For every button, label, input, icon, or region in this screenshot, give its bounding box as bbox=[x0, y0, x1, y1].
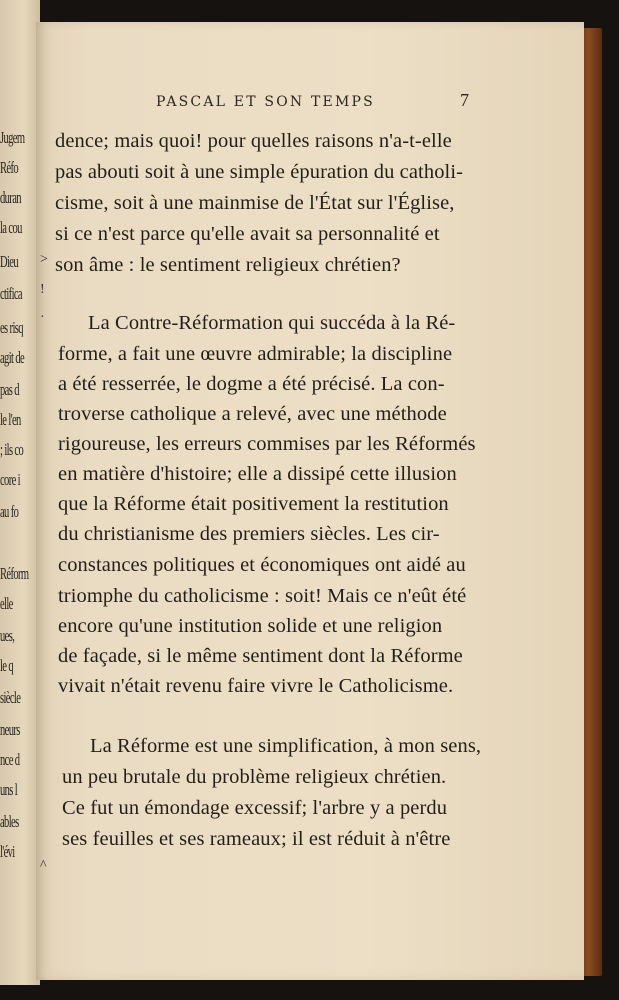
text-line: encore qu'une institution solide et une religion bbox=[58, 615, 443, 637]
text-line: un peu brutale du problème religieux chrétien. bbox=[62, 766, 447, 788]
text-line: troverse catholique a relevé, avec une méthode bbox=[58, 403, 447, 425]
facing-page-line: core i bbox=[0, 470, 20, 489]
text-line: si ce n'est parce qu'elle avait sa personnalité et bbox=[55, 223, 440, 245]
text-line: de façade, si le même sentiment dont la Réforme bbox=[58, 645, 463, 667]
running-head: PASCAL ET SON TEMPS bbox=[156, 94, 375, 110]
gutter-mark: > bbox=[40, 252, 48, 267]
text-line: pas abouti soit à une simple épuration du catholi- bbox=[55, 161, 464, 183]
facing-page-line: la cou bbox=[0, 218, 22, 237]
facing-page-line: pas d bbox=[0, 380, 19, 399]
facing-page-line: es risq bbox=[0, 318, 23, 337]
facing-page-line: neurs bbox=[0, 720, 20, 739]
text-line: son âme : le sentiment religieux chrétien? bbox=[55, 254, 401, 276]
facing-page-line: Réfo bbox=[0, 158, 19, 177]
book-page bbox=[36, 22, 584, 980]
facing-page-line: Réform bbox=[0, 564, 29, 583]
page-number: 7 bbox=[460, 90, 469, 110]
gutter-mark: ^ bbox=[40, 858, 47, 873]
text-line: La Contre-Réformation qui succéda à la Ré- bbox=[88, 312, 456, 334]
text-line: en matière d'histoire; elle a dissipé cette illusion bbox=[58, 463, 457, 485]
facing-page-line: duran bbox=[0, 188, 21, 207]
facing-page-line: nce d bbox=[0, 750, 20, 769]
facing-page-line: au fo bbox=[0, 502, 19, 521]
facing-page-line: agit de bbox=[0, 348, 25, 367]
facing-page-line: le q bbox=[0, 656, 14, 675]
text-line: vivait n'était revenu faire vivre le Catholicisme. bbox=[58, 675, 454, 697]
facing-page-line: elle bbox=[0, 594, 13, 613]
facing-page-line: l'évi bbox=[0, 842, 15, 861]
facing-page-line: Dieu bbox=[0, 252, 19, 271]
facing-page-line: ues, bbox=[0, 626, 15, 645]
text-line: La Réforme est une simplification, à mon sens, bbox=[90, 735, 482, 757]
text-line: ses feuilles et ses rameaux; il est réduit à n'être bbox=[62, 828, 451, 850]
text-line: du christianisme des premiers siècles. Les cir- bbox=[58, 523, 440, 545]
facing-page-line: uns l bbox=[0, 780, 18, 799]
facing-page-line: ; ils co bbox=[0, 440, 24, 459]
gutter-mark: · bbox=[40, 310, 45, 325]
gutter-mark: ! bbox=[40, 282, 45, 297]
text-line: Ce fut un émondage excessif; l'arbre y a perdu bbox=[62, 797, 448, 819]
facing-page-line: Jugem bbox=[0, 128, 25, 147]
text-line: que la Réforme était positivement la restitution bbox=[58, 493, 449, 515]
text-line: triomphe du catholicisme : soit! Mais ce n'eût été bbox=[58, 585, 467, 607]
text-line: rigoureuse, les erreurs commises par les Réformés bbox=[58, 433, 476, 455]
facing-page-fragment bbox=[0, 0, 40, 985]
facing-page-line: le l'en bbox=[0, 410, 21, 429]
facing-page-line: ables bbox=[0, 812, 19, 831]
facing-page-line: siècle bbox=[0, 688, 21, 707]
facing-page-line: ctifica bbox=[0, 284, 22, 303]
text-line: dence; mais quoi! pour quelles raisons n'a-t-elle bbox=[55, 130, 452, 152]
text-line: constances politiques et économiques ont aidé au bbox=[58, 554, 466, 576]
text-line: forme, a fait une œuvre admirable; la discipline bbox=[58, 343, 453, 365]
text-line: a été resserrée, le dogme a été précisé. La con- bbox=[58, 373, 445, 395]
text-line: cisme, soit à une mainmise de l'État sur l'Église, bbox=[55, 192, 455, 214]
